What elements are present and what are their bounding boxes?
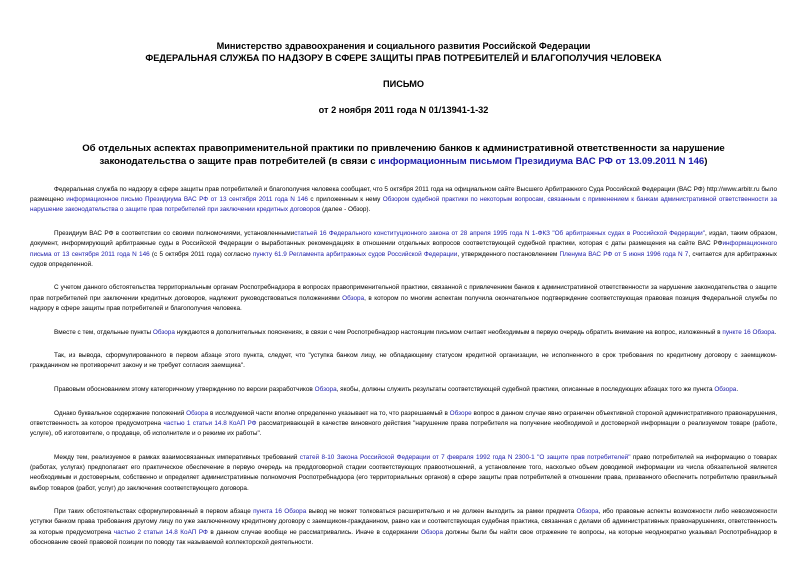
text-run: С учетом данного обстоятельства территориальным органам Роспотребнадзора в вопросах правоприменительной практики, связанной с привлечением банков к административной ответственности за нарушение законодательства о защите прав потребителей при заключении кредитных договоров, надлежит руководствоваться положениями xyxy=(30,284,777,302)
text-run: право потребителей на информацию о товарах (работах, услугах) предполагает его практическое обеспечение в первую очередь на преддоговорной стадии соответствующих правоотношений, а установление того, насколько объем доводимой информации из числа обязательной является необходимым и достоверным, собственно и определяет административные полномочия Роспотребнадзора (его территориальных органов) в сфере защиты прав потребителей в отношении права, призванного обеспечить потребителю правильный выбор товаров (работ, услуг) до заключения соответствующего договора. xyxy=(30,453,777,492)
link-review[interactable]: Обзора xyxy=(342,294,365,302)
document-header xyxy=(30,40,777,116)
paragraph-4 xyxy=(30,328,777,338)
paragraph-2 xyxy=(30,229,777,270)
text-run: в данном случае вообще не рассматривались. Иначе в содержании xyxy=(207,528,421,536)
text-run: в исследуемой части вполне определенно указывает на то, что разрешаемый в xyxy=(208,409,450,417)
document-body xyxy=(30,185,777,548)
text-run: Между тем, реализуемое в рамках взаимосвязанных императивных требований xyxy=(54,453,300,461)
link-consumer-protection-law[interactable]: статей 8-10 Закона Российской Федерации от 7 февраля 1992 года N 2300-1 "О защите прав потребителей" xyxy=(299,453,631,461)
document-date-number: от 2 ноября 2011 года N 01/13941-1-32 xyxy=(318,105,489,115)
text-run: Президиум ВАС РФ в соответствии со своими полномочиями, установленными xyxy=(54,230,295,238)
text-run: вывод не может толковаться расширительно и не должен выходить за рамки предмета xyxy=(306,508,577,516)
text-run: , издал, таким образом, документ, информирующий арбитражные суды в Российской Федерации о выработанных рекомендациях в отношении отдельных вопросов соответствующей судебной практики, которая с даты размещения на сайте ВАС РФ xyxy=(30,230,777,248)
link-review[interactable]: Обзора xyxy=(314,386,337,394)
link-info-letter-146[interactable]: информационное письмо Президиума ВАС РФ от 13 сентября 2011 года N 146 xyxy=(66,196,308,204)
text-run: рассматривающей в качестве виновного действия "нарушение права потребителя на получение необходимой и достоверной информации о реализуемом товаре (работе, услуге), об изготовителе, о продавце, об исполнителе и о режиме их работы". xyxy=(30,420,778,438)
link-review[interactable]: Обзора xyxy=(152,328,175,336)
link-article-16-fkz[interactable]: статьей 16 Федерального конституционного закона от 28 апреля 1995 года N 1-ФКЗ "Об арбитражных судах в Российской Федерации" xyxy=(294,230,705,238)
text-run: , в котором по многим аспектам получила окончательное подтверждение соответствующая правовая позиция Федеральной службы по надзору в сфере защиты прав потребителей и благополучия человека. xyxy=(30,294,777,312)
link-koap-14-8-part-1[interactable]: частью 1 статьи 14.8 КоАП РФ xyxy=(163,420,257,428)
link-review[interactable]: Обзора xyxy=(186,409,209,417)
paragraph-7 xyxy=(30,409,777,440)
link-review[interactable]: Обзора xyxy=(576,508,599,516)
document-title xyxy=(44,142,763,168)
link-review[interactable]: Обзора xyxy=(420,528,443,536)
service-name: ФЕДЕРАЛЬНАЯ СЛУЖБА ПО НАДЗОРУ В СФЕРЕ ЗАЩИТЫ ПРАВ ПОТРЕБИТЕЛЕЙ И БЛАГОПОЛУЧИЯ ЧЕЛОВЕКА xyxy=(145,53,662,63)
paragraph-3 xyxy=(30,283,777,314)
paragraph-1 xyxy=(30,185,777,216)
text-run: нуждаются в дополнительных пояснениях, в связи с чем Роспотребнадзор настоящим письмом считает необходимым в первую очередь обратить внимание на вопрос, изложенный в xyxy=(174,328,723,336)
link-review-item-16[interactable]: пункта 16 Обзора xyxy=(253,508,307,516)
paragraph-5 xyxy=(30,351,777,371)
document-type: ПИСЬМО xyxy=(382,79,425,89)
text-run: При таких обстоятельствах сформулированный в первом абзаце xyxy=(54,508,254,516)
text-run: Вместе с тем, отдельные пункты xyxy=(54,328,153,336)
link-koap-14-8-part-2[interactable]: частью 2 статьи 14.8 КоАП РФ xyxy=(113,528,208,536)
link-plenum[interactable]: Пленума ВАС РФ от 5 июня 1996 года N 7 xyxy=(559,250,689,258)
text-run: вопрос в данном случае явно ограничен объективной стороной административного правонарушения, ответственность за которое предусмотрена xyxy=(30,409,778,428)
title-link-vas-letter[interactable]: информационным письмом Президиума ВАС РФ от 13.09.2011 N 146 xyxy=(378,156,705,167)
text-run: , считается для арбитражных судов определенной. xyxy=(30,250,777,268)
paragraph-9 xyxy=(30,507,777,548)
text-run: должны были бы найти свое отражение те вопросы, на которые неоднократно указывал Роспотребнадзор в обоснование своей правовой позиции по поводу так называемой коллекторской деятельности. xyxy=(30,528,778,546)
text-run: Правовым обоснованием этому категоричному утверждению по версии разработчиков xyxy=(54,386,315,394)
text-run: Однако буквальное содержание положений xyxy=(54,409,187,417)
text-run: Федеральная служба по надзору в сфере защиты прав потребителей и благополучия человека сообщает, что 5 октября 2011 года на официальном сайте Высшего Арбитражного Суда Российской Федерации (ВАС РФ) http://www.arbitr.ru было размещено xyxy=(30,186,777,204)
text-run: . xyxy=(736,386,739,394)
text-run: , утвержденного постановлением xyxy=(457,250,560,258)
text-run: , ибо правовые аспекты возможности либо невозможности уступки банком права требования другому лицу по уже заключенному кредитному договору с заемщиком-гражданином, равно как и соответствующая судебная практика, связанная с делами об административных правонарушениях, ответственность за которые предусмотрена xyxy=(30,508,778,536)
text-run: (с 5 октября 2011 года) согласно xyxy=(149,250,253,258)
text-run: , якобы, должны служить результаты соответствующей судебной практики, описанные в последующих абзацах того же пункта xyxy=(336,386,715,394)
paragraph-8 xyxy=(30,453,777,494)
title-text: Об отдельных аспектах правоприменительной практики по привлечению банков к административной ответственности за нарушение законодательства о защите прав потребителей (в связи с xyxy=(82,143,725,167)
text-run: Так, из вывода, сформулированного в первом абзаце этого пункта, следует, что "уступка банком лицу, не обладающему статусом кредитной организации, не исполненного в срок требования по кредитному договору с заемщиком-гражданином не противоречит закону и не требует согласия заемщика". xyxy=(30,352,777,370)
link-info-letter[interactable]: информационного письма от 13 сентября 2011 года N 146 xyxy=(30,240,777,258)
text-run: с приложенным к нему xyxy=(307,196,383,204)
link-review[interactable]: Обзором судебной практики по некоторым вопросам, связанным с применением к банкам административной ответственности за нарушение законодательства о защите прав потребителей при заключении кредитных договоров xyxy=(30,196,777,214)
link-review[interactable]: Обзоре xyxy=(449,409,472,417)
title-tail: ) xyxy=(704,156,708,167)
ministry-name: Министерство здравоохранения и социального развития Российской Федерации xyxy=(216,41,591,51)
link-review-item-16[interactable]: пункте 16 Обзора xyxy=(722,328,775,336)
paragraph-6 xyxy=(30,385,777,395)
text-run: . xyxy=(774,328,777,336)
text-run: (далее - Обзор). xyxy=(320,206,371,214)
link-reglament[interactable]: пункту 61.9 Регламента арбитражных судов Российской Федерации xyxy=(252,250,458,258)
link-review[interactable]: Обзора xyxy=(714,386,737,394)
